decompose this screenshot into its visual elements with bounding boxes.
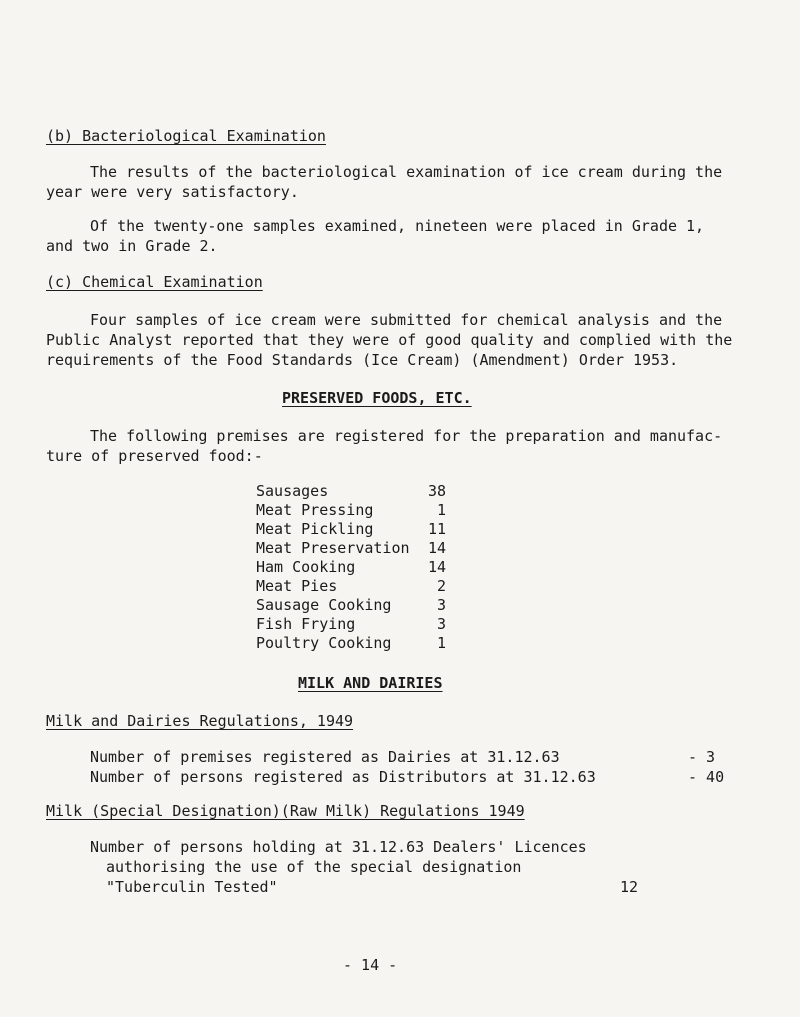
table-row	[256, 501, 446, 520]
item-label: Meat Preservation	[256, 539, 410, 557]
item-value: 1	[436, 501, 446, 519]
preserved-foods-table	[256, 482, 446, 653]
item-value: 38	[427, 482, 446, 500]
item-value: 3	[436, 596, 446, 614]
licence-line2: authorising the use of the special designation	[106, 858, 522, 876]
item-label: Poultry Cooking	[256, 634, 392, 652]
table-row	[256, 634, 446, 653]
dairies-count-value: - 3	[688, 748, 716, 766]
item-value: 14	[427, 539, 446, 557]
item-label: Sausage Cooking	[256, 596, 392, 614]
milk-regulations-heading: Milk and Dairies Regulations, 1949	[46, 712, 354, 730]
section-b-para1-line2: year were very satisfactory.	[46, 183, 299, 201]
item-label: Meat Pies	[256, 577, 338, 595]
table-row	[256, 596, 446, 615]
distributors-count-value: - 40	[688, 768, 725, 786]
licence-line3: "Tuberculin Tested"	[106, 878, 278, 896]
dairies-count-line: Number of premises registered as Dairies at 31.12.63	[90, 748, 560, 766]
item-label: Ham Cooking	[256, 558, 356, 576]
licence-line1: Number of persons holding at 31.12.63 Dealers' Licences	[90, 838, 587, 856]
item-label: Meat Pickling	[256, 520, 374, 538]
item-label: Meat Pressing	[256, 501, 374, 519]
table-row	[256, 482, 446, 501]
section-c-para-line1: Four samples of ice cream were submitted for chemical analysis and the	[90, 311, 723, 329]
item-value: 3	[436, 615, 446, 633]
section-b-para2-line2: and two in Grade 2.	[46, 237, 218, 255]
table-row	[256, 577, 446, 596]
item-value: 14	[427, 558, 446, 576]
section-b-heading: (b) Bacteriological Examination	[46, 127, 326, 145]
section-c-para-line3: requirements of the Food Standards (Ice Cream) (Amendment) Order 1953.	[46, 351, 679, 369]
item-label: Sausages	[256, 482, 329, 500]
item-label: Fish Frying	[256, 615, 356, 633]
section-b-para2-line1: Of the twenty-one samples examined, nineteen were placed in Grade 1,	[90, 217, 705, 235]
table-row	[256, 558, 446, 577]
table-row	[256, 615, 446, 634]
preserved-foods-intro-line1: The following premises are registered for the preparation and manufac-	[90, 427, 723, 445]
table-row	[256, 539, 446, 558]
section-c-para-line2: Public Analyst reported that they were of good quality and complied with the	[46, 331, 733, 349]
page-number: - 14 -	[343, 956, 398, 974]
section-c-heading: (c) Chemical Examination	[46, 273, 263, 291]
item-value: 2	[436, 577, 446, 595]
special-designation-heading: Milk (Special Designation)(Raw Milk) Regulations 1949	[46, 802, 525, 820]
item-value: 11	[427, 520, 446, 538]
licence-value: 12	[620, 878, 639, 896]
table-row	[256, 520, 446, 539]
section-b-para1-line1: The results of the bacteriological examination of ice cream during the	[90, 163, 723, 181]
preserved-foods-heading: PRESERVED FOODS, ETC.	[282, 389, 472, 407]
milk-dairies-heading: MILK AND DAIRIES	[298, 674, 443, 692]
item-value: 1	[436, 634, 446, 652]
distributors-count-line: Number of persons registered as Distributors at 31.12.63	[90, 768, 596, 786]
preserved-foods-intro-line2: ture of preserved food:-	[46, 447, 263, 465]
